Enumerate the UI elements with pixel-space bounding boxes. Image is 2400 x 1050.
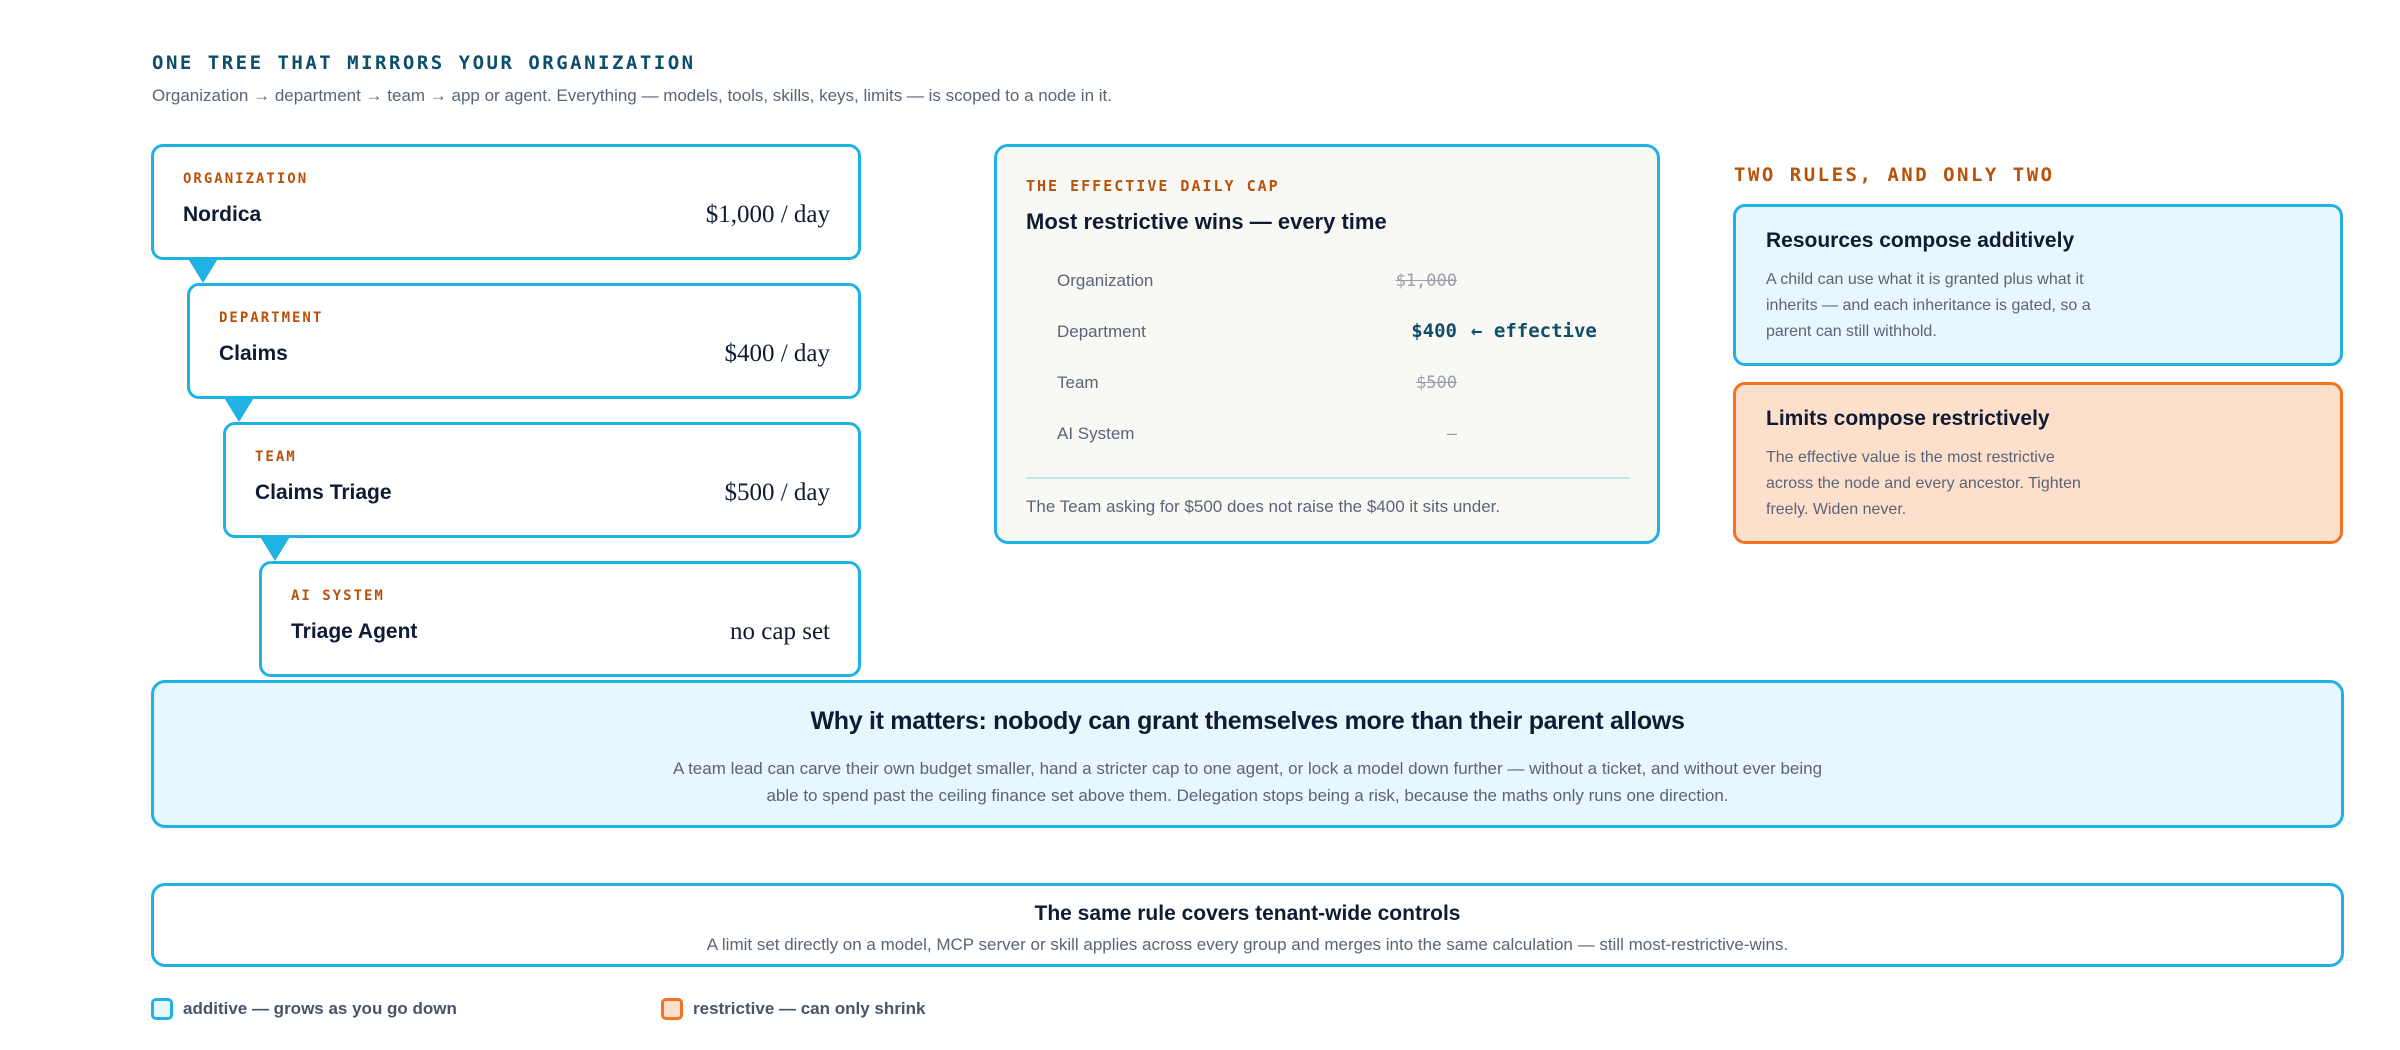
cap-row-label: Team	[1057, 373, 1099, 392]
cap-row-ai-system	[1057, 420, 1637, 450]
cap-row-organization	[1057, 267, 1637, 297]
tree-node-ai-system	[259, 561, 861, 677]
cap-row-team	[1057, 369, 1637, 399]
legend-additive	[151, 998, 551, 1020]
node-level-label: DEPARTMENT	[219, 310, 324, 326]
rules-kicker: TWO RULES, AND ONLY TWO	[1734, 164, 2055, 186]
cap-row-value: –	[1446, 424, 1457, 444]
node-level-label: TEAM	[255, 449, 297, 465]
tenant-controls-panel	[151, 883, 2344, 967]
section-subtitle: Organization → department → team → app or agent. Everything — models, tools, skills, keys, limits — is scoped to a node in it.	[152, 86, 1112, 105]
rule-body: A child can use what it is granted plus what it inherits — and each inheritance is gated, so a parent can still withhold.	[1766, 271, 2091, 340]
node-cap: $400 / day	[724, 340, 830, 367]
cap-row-department	[1057, 318, 1637, 348]
cap-row-value: $1,000	[1395, 271, 1457, 291]
cap-row-value-effective: $400	[1411, 320, 1457, 342]
tree-node-organization	[151, 144, 861, 260]
legend-label: additive — grows as you go down	[183, 999, 457, 1018]
effective-cap-note: The Team asking for $500 does not raise the $400 it sits under.	[1026, 497, 1501, 516]
tree-node-team	[223, 422, 861, 538]
node-cap: $500 / day	[724, 479, 830, 506]
why-it-matters-panel	[151, 680, 2344, 828]
effective-cap-kicker: THE EFFECTIVE DAILY CAP	[1026, 177, 1280, 195]
divider	[1026, 477, 1630, 479]
rule-card-additive	[1733, 204, 2343, 366]
rule-title: Limits compose restrictively	[1766, 407, 2050, 430]
tree-arrow-icon	[187, 257, 219, 283]
node-name: Triage Agent	[291, 620, 418, 643]
effective-cap-card	[994, 144, 1660, 544]
node-level-label: ORGANIZATION	[183, 171, 309, 187]
node-cap: no cap set	[730, 618, 830, 645]
cap-row-label: AI System	[1057, 424, 1135, 443]
cap-row-label: Department	[1057, 322, 1146, 341]
tree-arrow-icon	[259, 535, 291, 561]
legend-swatch-orange	[661, 998, 683, 1020]
node-name: Claims	[219, 342, 288, 365]
why-body: A team lead can carve their own budget smaller, hand a stricter cap to one agent, or lock a model down further — without a ticket, and without ever being able to spend past the ceiling finance set above them. Delegation stops being a risk, because the maths only runs one direction.	[672, 759, 1823, 805]
tree-node-department	[187, 283, 861, 399]
effective-tag: ← effective	[1471, 320, 1597, 342]
legend-swatch-blue	[151, 998, 173, 1020]
cap-row-value: $500	[1416, 373, 1457, 393]
rule-title: Resources compose additively	[1766, 229, 2075, 252]
rule-body: The effective value is the most restrictive across the node and every ancestor. Tighten freely. Widen never.	[1766, 449, 2081, 518]
section-kicker: ONE TREE THAT MIRRORS YOUR ORGANIZATION	[152, 52, 696, 74]
why-title: Why it matters: nobody can grant themselves more than their parent allows	[810, 707, 1685, 735]
node-cap: $1,000 / day	[705, 201, 830, 228]
legend-label: restrictive — can only shrink	[693, 999, 926, 1018]
cap-row-label: Organization	[1057, 271, 1154, 290]
effective-cap-title: Most restrictive wins — every time	[1026, 209, 1387, 234]
tenant-controls-title: The same rule covers tenant-wide controls	[1034, 902, 1461, 925]
tree-arrow-icon	[223, 396, 255, 422]
tenant-controls-body: A limit set directly on a model, MCP server or skill applies across every group and merges into the same calculation — still most-restrictive-wins.	[706, 935, 1789, 954]
node-level-label: AI SYSTEM	[291, 588, 385, 604]
rule-card-restrictive	[1733, 382, 2343, 544]
legend-restrictive	[661, 998, 1061, 1020]
node-name: Nordica	[183, 203, 262, 226]
node-name: Claims Triage	[255, 481, 392, 504]
